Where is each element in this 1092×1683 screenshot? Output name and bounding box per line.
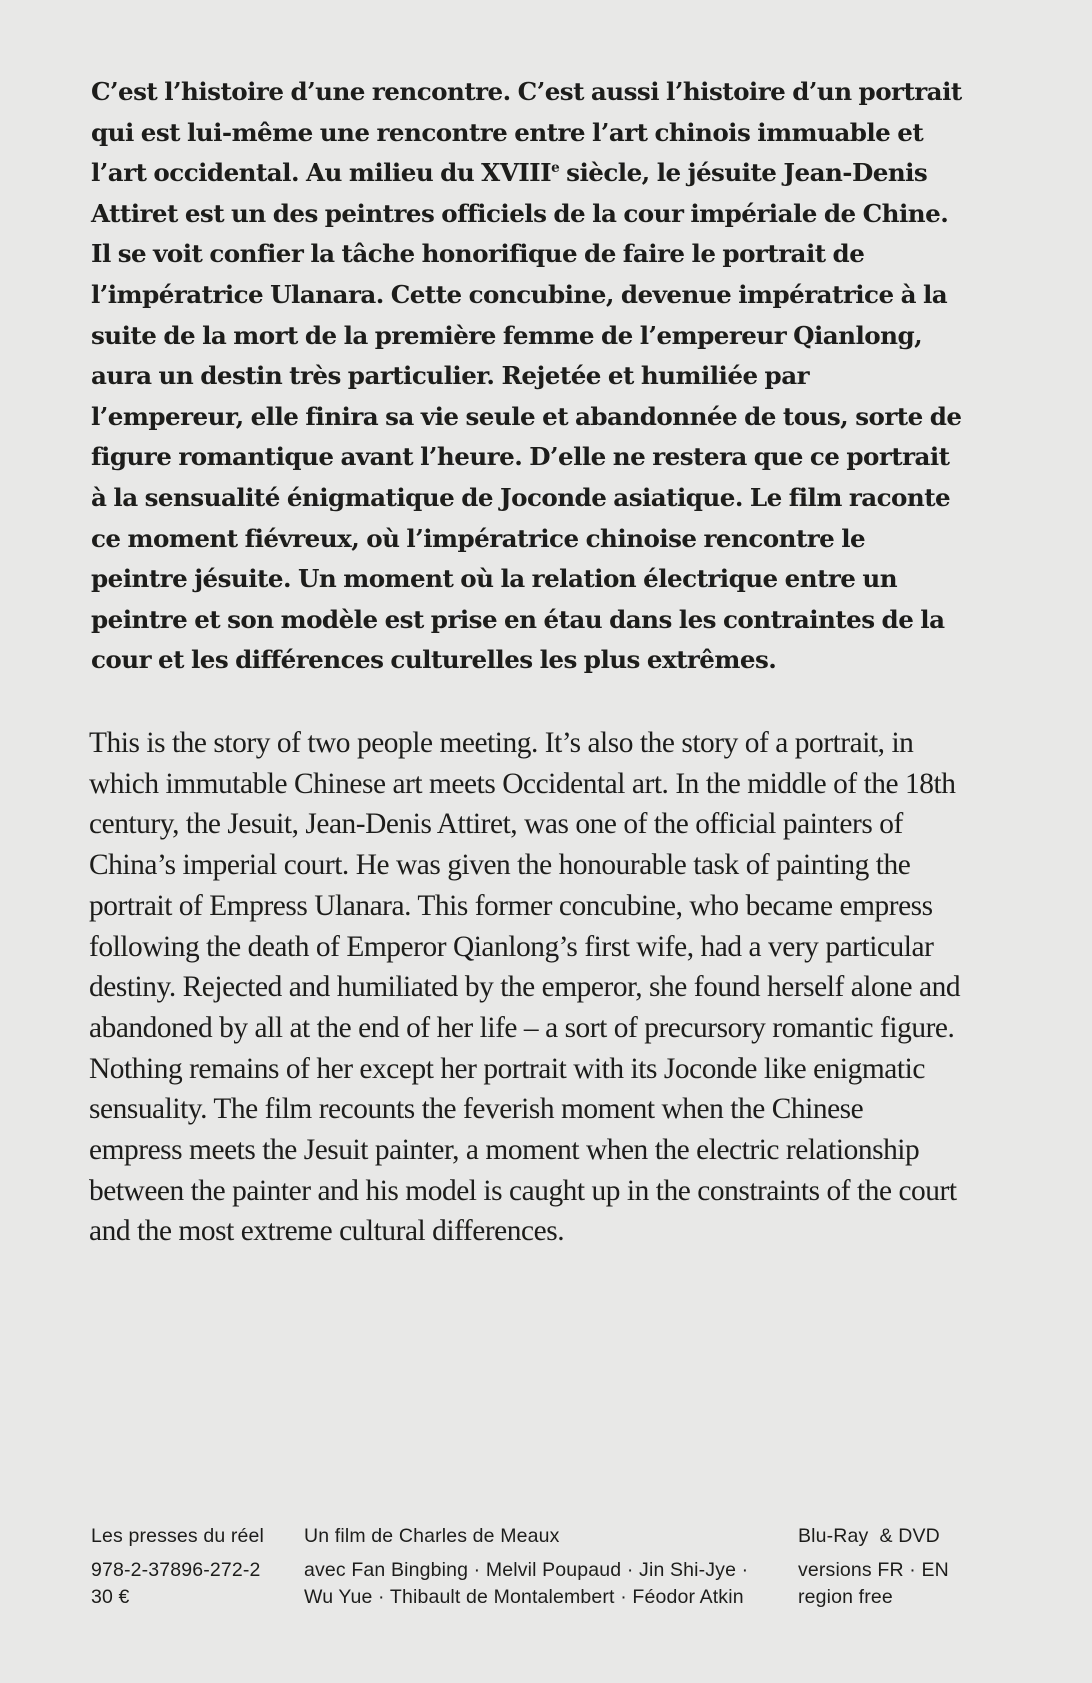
director-credit: Un film de Charles de Meaux bbox=[304, 1525, 560, 1547]
synopsis-english: This is the story of two people meeting. It’s also the story of a portrait, in which immutable Chinese art meets Occidental art. In the middle of the 18th century, the Jesuit, Jean-Denis Attiret, was one of the official painters of China’s imperial court. He was given the honourable task of painting the portrait of Empress Ulanara. This former concubine, who became empress following the death of Emperor Qianlong’s first wife, had a very particular destiny. Rejected and humiliated by the emperor, she found herself alone and abandoned by all at the end of her life – a sort of precursory romantic figure. Nothing remains of her except her portrait with its Joconde like enigmatic sensuality. The film recounts the feverish moment when the Chinese empress meets the Jesuit painter, a moment when the electric relationship between the painter and his model is caught up in the constraints of the court and the most extreme cultural differences. bbox=[89, 727, 961, 1248]
film-credits bbox=[304, 1523, 748, 1611]
isbn: 978-2-37896-272-2 bbox=[91, 1559, 261, 1581]
price: 30 € bbox=[91, 1586, 130, 1608]
synopsis-french-part2: siècle, le jésuite Jean-Denis Attiret est un des peintres officiels de la cour impériale de Chine. Il se voit confier la tâche honorifique de faire le portrait de l’impératrice Ulanara. Cette concubine, devenue impératrice à la suite de la mort de la première femme de l’empereur Qianlong, aura un destin très particulier. Rejetée et humiliée par l’empereur, elle finira sa vie seule et abandonnée de tous, sorte de figure romantique avant l’heure. D’elle ne restera que ce portrait à la sensualité énigmatique de Joconde asiatique. Le film raconte ce moment fiévreux, où l’impératrice chinoise rencontre le peintre jésuite. Un moment où la relation électrique entre un peintre et son modèle est prise en étau dans les contraintes de la cour et les différences culturelles les plus extrêmes. bbox=[91, 158, 962, 675]
format-info bbox=[798, 1523, 949, 1611]
cast-line-2: Wu Yue · Thibault de Montalembert · Féodor Atkin bbox=[304, 1586, 744, 1608]
region-info: region free bbox=[798, 1586, 893, 1608]
media-format: Blu-Ray & DVD bbox=[798, 1525, 940, 1547]
century-superscript: e bbox=[551, 160, 560, 176]
publisher-name: Les presses du réel bbox=[91, 1525, 265, 1547]
synopsis-french-part1: C’est l’histoire d’une rencontre. C’est aussi l’histoire d’un portrait qui est lui-même une rencontre entre l’art chinois immuable et l’art occidental. Au milieu du XVIII bbox=[91, 77, 962, 188]
publisher-info bbox=[91, 1523, 264, 1611]
language-versions: versions FR · EN bbox=[798, 1559, 949, 1581]
cast-line-1: avec Fan Bingbing · Melvil Poupaud · Jin Shi-Jye · bbox=[304, 1559, 749, 1581]
synopsis-french bbox=[91, 72, 963, 681]
